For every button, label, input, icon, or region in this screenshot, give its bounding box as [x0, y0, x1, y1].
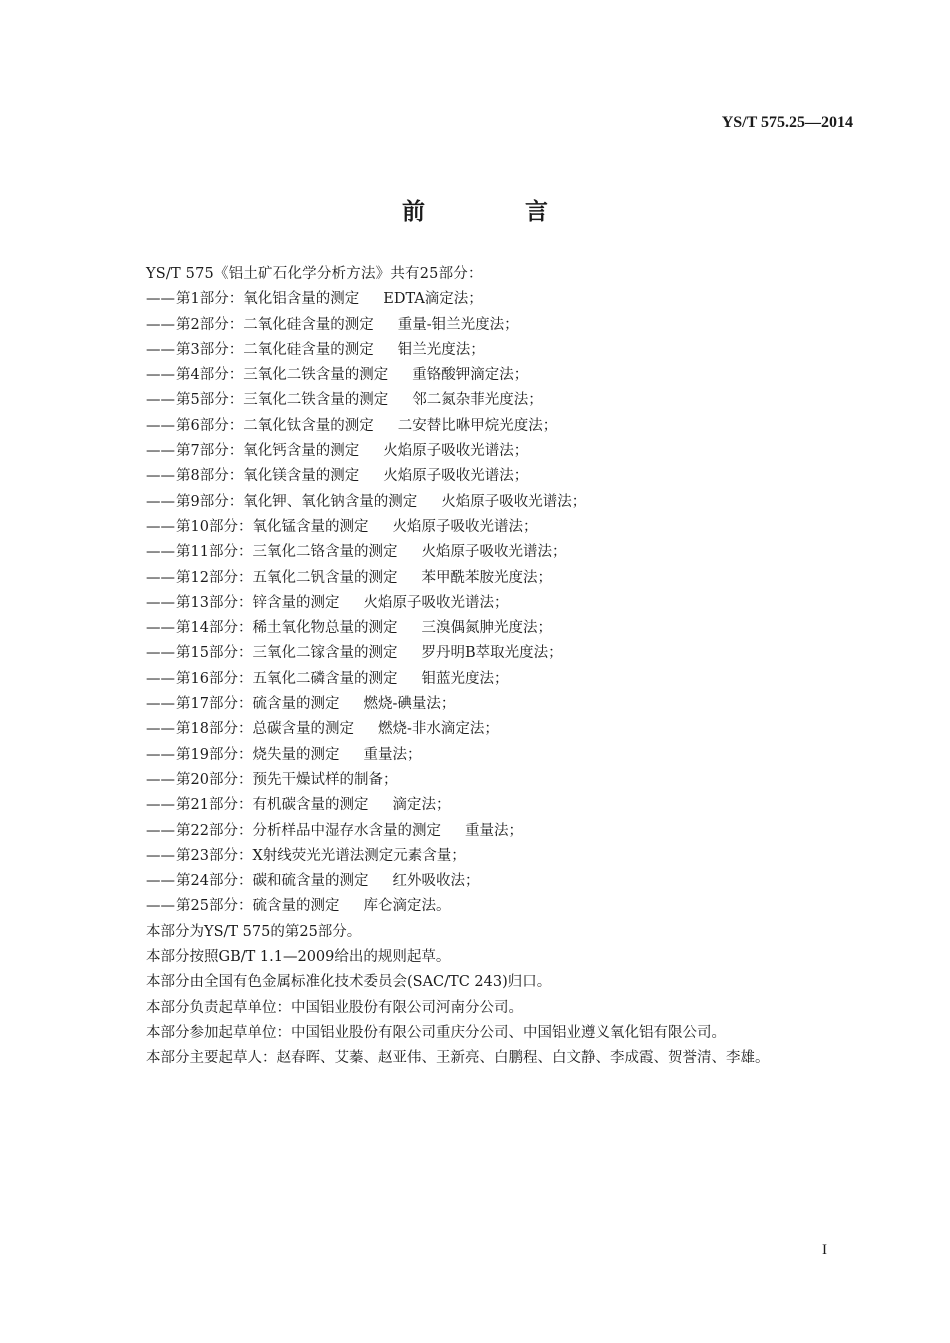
part-item	[146, 641, 866, 666]
part-item	[146, 388, 866, 413]
dash: ——	[146, 670, 175, 687]
statement-line: 本部分主要起草人：赵春晖、艾蓁、赵亚伟、王新亮、白鹏程、白文静、李成霞、贺誉清、李雄。	[146, 1050, 770, 1067]
part-label: 第18部分：总碳含量的测定	[176, 721, 354, 738]
dash: ——	[146, 341, 175, 358]
statement-line: 本部分负责起草单位：中国铝业股份有限公司河南分公司。	[146, 999, 523, 1016]
dash: ——	[146, 873, 175, 890]
part-item	[146, 819, 866, 844]
part-method: 钼兰光度法；	[397, 341, 485, 358]
part-method: 火焰原子吸收光谱法；	[383, 468, 529, 485]
dash: ——	[146, 367, 175, 384]
part-method: 苯甲酰苯胺光度法；	[421, 569, 552, 586]
part-label: 第6部分：二氧化钛含量的测定	[176, 417, 374, 434]
part-label: 第19部分：烧失量的测定	[176, 746, 340, 763]
foreword-body	[146, 262, 866, 1072]
part-item	[146, 616, 866, 641]
part-label: 第20部分：预先干燥试样的制备；	[176, 771, 398, 788]
part-label: 第11部分：三氧化二铬含量的测定	[176, 544, 398, 561]
part-item	[146, 287, 866, 312]
part-label: 第8部分：氧化镁含量的测定	[176, 468, 360, 485]
part-method: 重量法；	[363, 746, 422, 763]
dash: ——	[146, 544, 175, 561]
part-item	[146, 414, 866, 439]
part-label: 第23部分：X射线荧光光谱法测定元素含量；	[176, 847, 466, 864]
statement-line: 本部分参加起草单位：中国铝业股份有限公司重庆分公司、中国铝业遵义氧化铝有限公司。	[146, 1024, 726, 1041]
part-method: 邻二氮杂菲光度法；	[412, 392, 543, 409]
part-method: 燃烧-碘量法；	[363, 696, 456, 713]
dash: ——	[146, 898, 175, 915]
dash: ——	[146, 847, 175, 864]
part-method: 燃烧-非水滴定法；	[377, 721, 499, 738]
part-method: 罗丹明B萃取光度法；	[421, 645, 563, 662]
part-method: 火焰原子吸收光谱法；	[383, 443, 529, 460]
dash: ——	[146, 443, 175, 460]
statement-line: 本部分为YS/T 575的第25部分。	[146, 923, 362, 940]
dash: ——	[146, 316, 175, 333]
part-method: 火焰原子吸收光谱法；	[363, 594, 509, 611]
dash: ——	[146, 417, 175, 434]
part-method: 滴定法；	[392, 797, 451, 814]
part-label: 第25部分：硫含量的测定	[176, 898, 340, 915]
part-method: 二安替比咻甲烷光度法；	[397, 417, 558, 434]
part-item	[146, 768, 866, 793]
dash: ——	[146, 721, 175, 738]
part-item	[146, 515, 866, 540]
part-label: 第13部分：锌含量的测定	[176, 594, 340, 611]
part-item	[146, 313, 866, 338]
part-item	[146, 667, 866, 692]
part-item	[146, 540, 866, 565]
statements	[146, 920, 866, 1072]
part-item	[146, 743, 866, 768]
part-label: 第7部分：氧化钙含量的测定	[176, 443, 360, 460]
part-method: 火焰原子吸收光谱法；	[392, 518, 538, 535]
page-number: I	[822, 1242, 827, 1258]
dash: ——	[146, 569, 175, 586]
dash: ——	[146, 620, 175, 637]
part-label: 第17部分：硫含量的测定	[176, 696, 340, 713]
part-item	[146, 793, 866, 818]
statement-line: 本部分按照GB/T 1.1—2009给出的规则起草。	[146, 949, 451, 966]
part-item	[146, 338, 866, 363]
standard-number: YS/T 575.25—2014	[721, 114, 853, 131]
dash: ——	[146, 594, 175, 611]
dash: ——	[146, 696, 175, 713]
part-item	[146, 591, 866, 616]
part-label: 第14部分：稀土氧化物总量的测定	[176, 620, 398, 637]
part-method: 重铬酸钾滴定法；	[412, 367, 529, 384]
part-method: 库仑滴定法。	[363, 898, 451, 915]
part-label: 第16部分：五氧化二磷含量的测定	[176, 670, 398, 687]
dash: ——	[146, 746, 175, 763]
dash: ——	[146, 797, 175, 814]
dash: ——	[146, 645, 175, 662]
page-title: 前 言	[401, 199, 594, 225]
part-item	[146, 490, 866, 515]
part-method: 重量法；	[464, 822, 523, 839]
part-method: 钼蓝光度法；	[421, 670, 509, 687]
part-label: 第15部分：三氧化二镓含量的测定	[176, 645, 398, 662]
dash: ——	[146, 392, 175, 409]
dash: ——	[146, 468, 175, 485]
part-label: 第22部分：分析样品中湿存水含量的测定	[176, 822, 441, 839]
dash: ——	[146, 493, 175, 510]
part-label: 第21部分：有机碳含量的测定	[176, 797, 369, 814]
part-method: 红外吸收法；	[392, 873, 480, 890]
intro-line: YS/T 575《铝土矿石化学分析方法》共有25部分：	[146, 266, 483, 282]
part-item	[146, 869, 866, 894]
part-method: 火焰原子吸收光谱法；	[441, 493, 587, 510]
parts-list	[146, 287, 866, 919]
part-label: 第9部分：氧化钾、氧化钠含量的测定	[176, 493, 418, 510]
part-method: EDTA滴定法；	[383, 291, 483, 308]
part-item	[146, 439, 866, 464]
part-item	[146, 844, 866, 869]
part-item	[146, 464, 866, 489]
part-method: 重量-钼兰光度法；	[397, 316, 519, 333]
part-item	[146, 717, 866, 742]
part-label: 第24部分：碳和硫含量的测定	[176, 873, 369, 890]
statement-line: 本部分由全国有色金属标准化技术委员会(SAC/TC 243)归口。	[146, 974, 552, 991]
part-label: 第12部分：五氧化二钒含量的测定	[176, 569, 398, 586]
dash: ——	[146, 771, 175, 788]
part-item	[146, 894, 866, 919]
dash: ——	[146, 518, 175, 535]
dash: ——	[146, 291, 175, 308]
part-label: 第10部分：氧化锰含量的测定	[176, 518, 369, 535]
part-item	[146, 566, 866, 591]
part-label: 第3部分：二氧化硅含量的测定	[176, 341, 374, 358]
part-label: 第5部分：三氧化二铁含量的测定	[176, 392, 389, 409]
part-label: 第2部分：二氧化硅含量的测定	[176, 316, 374, 333]
part-method: 三溴偶氮胂光度法；	[421, 620, 552, 637]
part-item	[146, 692, 866, 717]
dash: ——	[146, 822, 175, 839]
part-label: 第4部分：三氧化二铁含量的测定	[176, 367, 389, 384]
part-method: 火焰原子吸收光谱法；	[421, 544, 567, 561]
part-label: 第1部分：氧化铝含量的测定	[176, 291, 360, 308]
part-item	[146, 363, 866, 388]
